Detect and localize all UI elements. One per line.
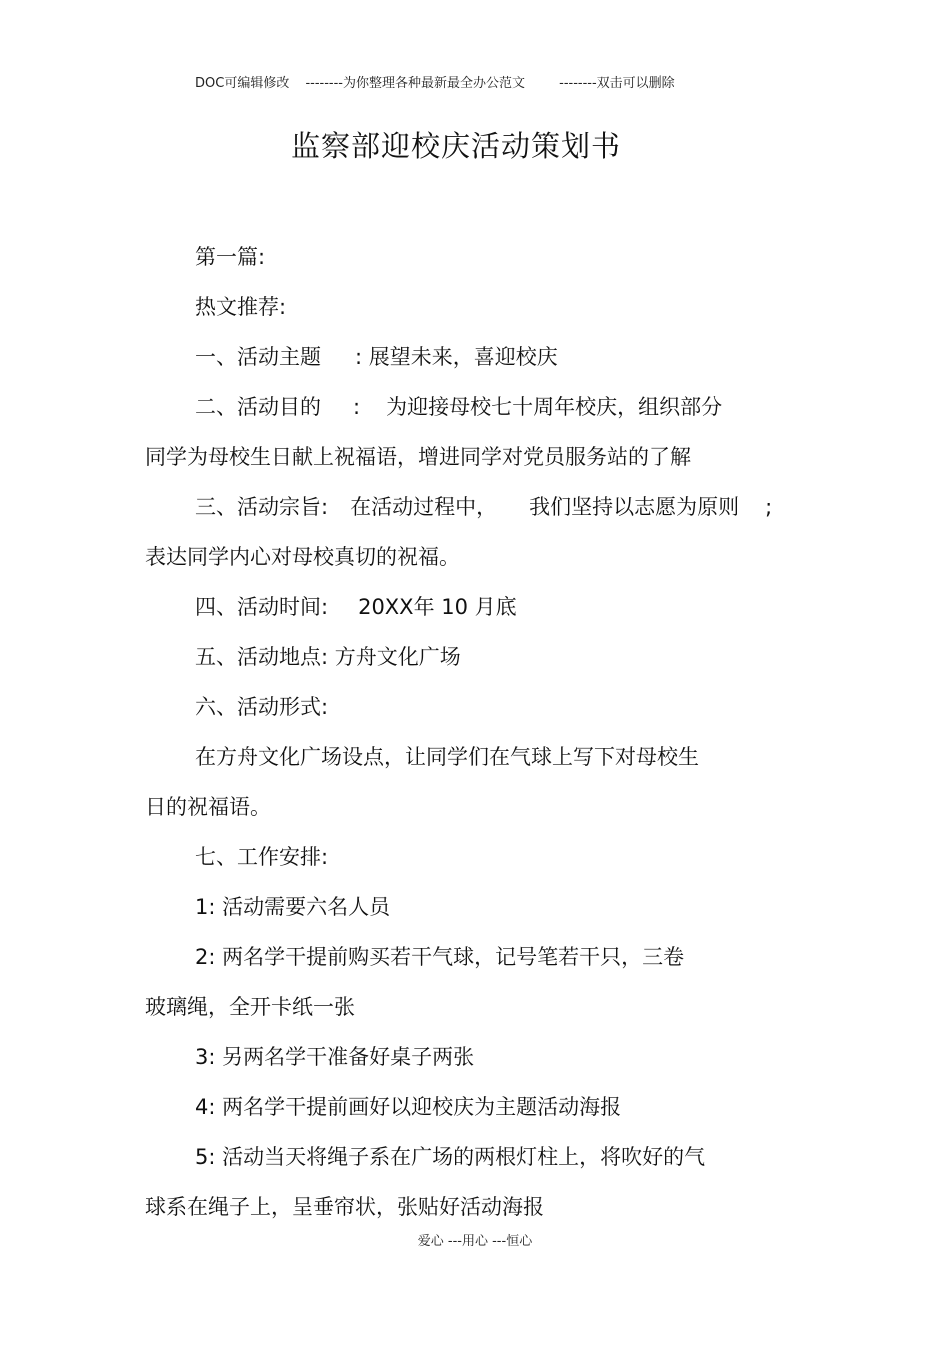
document-title: 监察部迎校庆活动策划书 xyxy=(290,129,621,163)
page-footer: 爱心 ---用心 ---恒心 xyxy=(417,1234,533,1249)
form-label: 六、活动形式: xyxy=(195,695,329,719)
form-text: 在方舟文化广场设点，让同学们在气球上写下对母校生 xyxy=(195,745,699,769)
work-item-3: 3: 另两名学干准备好桌子两张 xyxy=(195,1045,475,1069)
purpose-line xyxy=(195,394,722,420)
form-continuation: 日的祝福语。 xyxy=(145,795,271,819)
recommend-label: 热文推荐: xyxy=(195,295,287,319)
work-label: 七、工作安排: xyxy=(195,845,329,869)
aim-semicolon: ; xyxy=(765,495,773,519)
place-line: 五、活动地点: 方舟文化广场 xyxy=(195,645,461,669)
section-heading: 第一篇: xyxy=(195,245,266,269)
aim-label: 三、活动宗旨: xyxy=(195,495,329,519)
aim-line xyxy=(195,494,772,520)
aim-value-2: 我们坚持以志愿为原则 xyxy=(529,495,740,519)
work-item-2-continuation: 玻璃绳，全开卡纸一张 xyxy=(145,995,355,1019)
purpose-label: 二、活动目的 xyxy=(195,395,321,419)
time-label: 四、活动时间: xyxy=(195,595,329,619)
work-item-5-continuation: 球系在绳子上，呈垂帘状，张贴好活动海报 xyxy=(145,1195,544,1219)
purpose-continuation: 同学为母校生日献上祝福语，增进同学对党员服务站的了解 xyxy=(145,445,691,469)
theme-value: : 展望未来，喜迎校庆 xyxy=(355,345,558,369)
aim-continuation: 表达同学内心对母校真切的祝福。 xyxy=(145,545,460,569)
header-delete-hint: --------双击可以删除 xyxy=(559,76,675,91)
purpose-value: 为迎接母校七十周年校庆，组织部分 xyxy=(386,395,723,419)
aim-value-1: 在活动过程中， xyxy=(350,495,498,519)
time-line xyxy=(195,594,517,620)
header-doc-label: DOC可编辑修改 xyxy=(195,76,290,91)
work-item-1: 1: 活动需要六名人员 xyxy=(195,895,391,919)
work-item-4: 4: 两名学干提前画好以迎校庆为主题活动海报 xyxy=(195,1095,622,1119)
page-header xyxy=(195,72,675,91)
theme-label: 一、活动主题 xyxy=(195,345,321,369)
time-value: 20XX年 10 月底 xyxy=(358,595,517,619)
theme-line xyxy=(195,344,558,370)
header-tagline: --------为你整理各种最新最全办公范文 xyxy=(305,76,525,91)
purpose-colon: : xyxy=(353,395,361,419)
work-item-2: 2: 两名学干提前购买若干气球，记号笔若干只，三卷 xyxy=(195,945,685,969)
work-item-5: 5: 活动当天将绳子系在广场的两根灯柱上，将吹好的气 xyxy=(195,1145,706,1169)
